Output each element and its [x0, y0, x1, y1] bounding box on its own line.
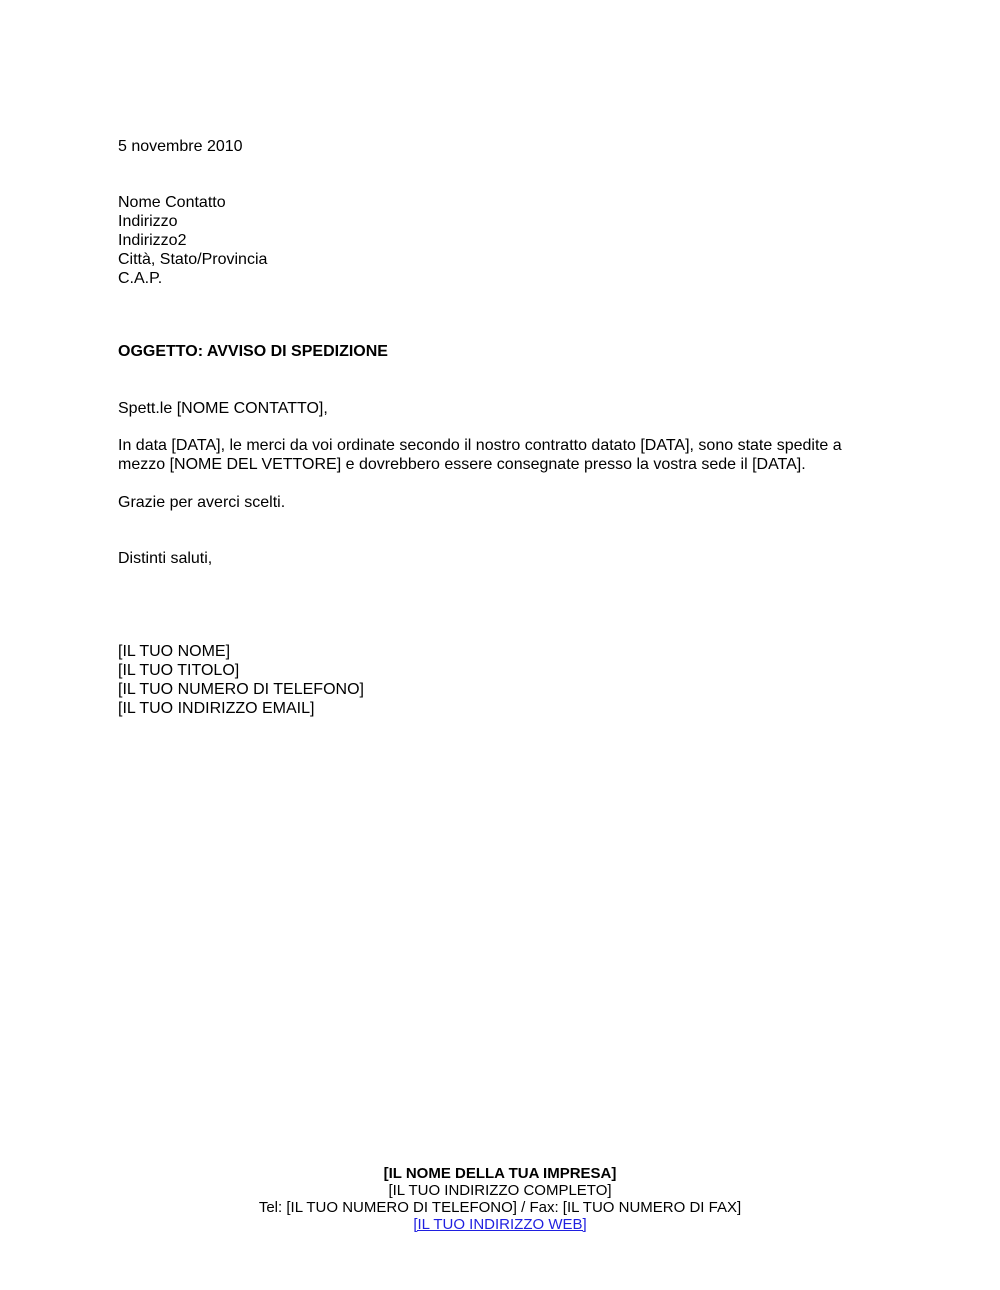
- footer-contacts: Tel: [IL TUO NUMERO DI TELEFONO] / Fax: [IL TUO NUMERO DI FAX]: [258, 1199, 742, 1216]
- subject-text: OGGETTO: AVVISO DI SPEDIZIONE: [118, 343, 388, 360]
- thanks-text: Grazie per averci scelti.: [118, 494, 286, 511]
- recipient-name: Nome Contatto: [118, 194, 226, 211]
- body-line-1: In data [DATA], le merci da voi ordinate secondo il nostro contratto datato [DATA], sono state spedite a: [118, 437, 842, 454]
- recipient-address: [118, 193, 267, 288]
- recipient-address-line2: Indirizzo2: [118, 232, 187, 249]
- recipient-address-line1: Indirizzo: [118, 213, 178, 230]
- footer-web-link[interactable]: [IL TUO INDIRIZZO WEB]: [413, 1216, 587, 1233]
- letter-salutation: [118, 399, 328, 418]
- signature-title: [IL TUO TITOLO]: [118, 662, 240, 679]
- letter-thanks: [118, 493, 285, 512]
- recipient-city-state: Città, Stato/Provincia: [118, 251, 268, 268]
- letter-body-paragraph: [118, 436, 898, 474]
- date-text: 5 novembre 2010: [118, 138, 243, 155]
- letter-date: [118, 137, 243, 156]
- salutation-text: Spett.le [NOME CONTATTO],: [118, 400, 328, 417]
- body-line-2: mezzo [NOME DEL VETTORE] e dovrebbero essere consegnate presso la vostra sede il [DATA].: [118, 456, 806, 473]
- signature-name: [IL TUO NOME]: [118, 643, 231, 660]
- closing-text: Distinti saluti,: [118, 550, 213, 567]
- letter-subject: [118, 342, 388, 361]
- recipient-postal-code: C.A.P.: [118, 270, 163, 287]
- footer-company-name: [IL NOME DELLA TUA IMPRESA]: [383, 1165, 617, 1182]
- signature-block: [118, 642, 364, 718]
- letter-closing: [118, 549, 212, 568]
- company-footer: [0, 1165, 1000, 1233]
- footer-address: [IL TUO INDIRIZZO COMPLETO]: [388, 1182, 612, 1199]
- signature-email: [IL TUO INDIRIZZO EMAIL]: [118, 700, 315, 717]
- signature-phone: [IL TUO NUMERO DI TELEFONO]: [118, 681, 364, 698]
